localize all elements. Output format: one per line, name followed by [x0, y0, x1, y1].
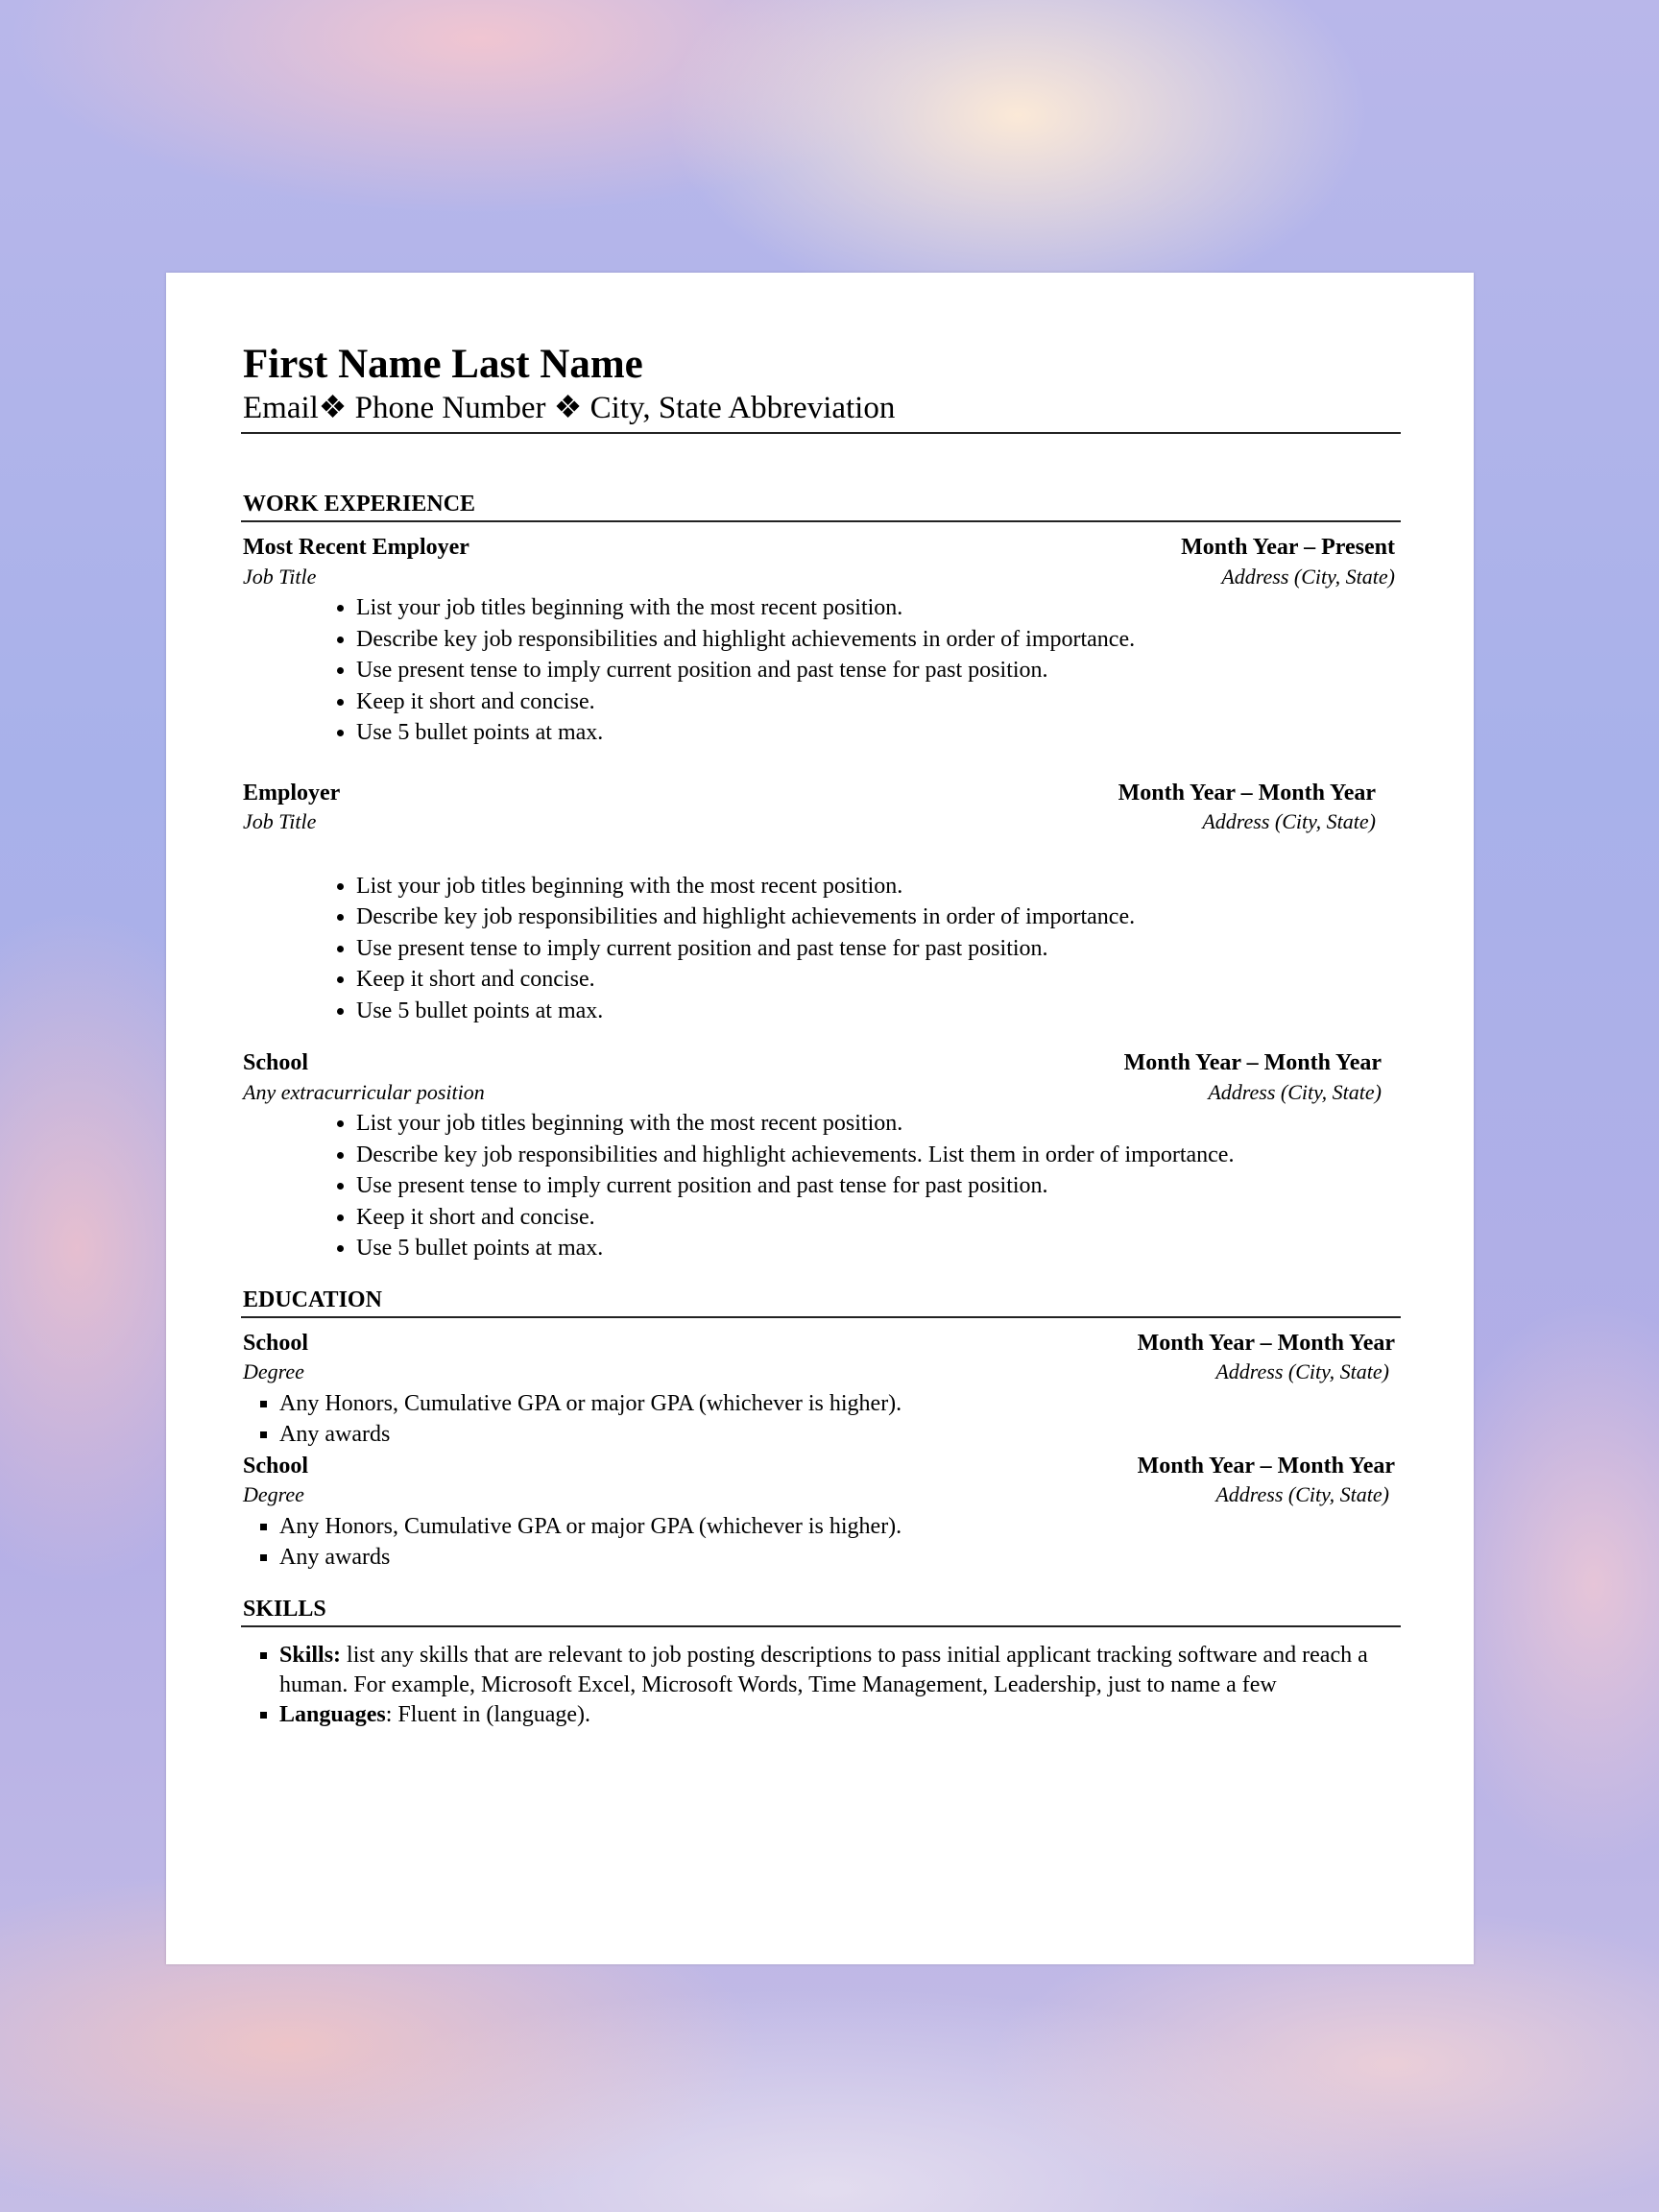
- work-entry-subheader: [241, 806, 1401, 838]
- education-details-list: [241, 1388, 1401, 1451]
- resume-header: [241, 341, 1401, 434]
- languages-label: Languages: [279, 1701, 386, 1727]
- list-item: • List your job titles beginning with the most recent position.: [356, 871, 1401, 902]
- list-item: • Use present tense to imply current position and past tense for past position.: [356, 655, 1401, 686]
- job-location: Address (City, State): [1202, 809, 1376, 833]
- degree: Degree: [243, 1359, 304, 1383]
- skills-section: [241, 1595, 1401, 1730]
- work-entry-subheader: [241, 562, 1401, 593]
- job-location: Address (City, State): [1208, 1079, 1382, 1104]
- list-item: • Use 5 bullet points at max.: [356, 1233, 1401, 1264]
- skills-item: [279, 1641, 1401, 1700]
- list-item: • Keep it short and concise.: [356, 964, 1401, 996]
- work-entry-header: [241, 778, 1401, 809]
- education-dates: Month Year – Month Year: [1137, 1453, 1395, 1479]
- job-title: Job Title: [243, 809, 317, 833]
- education-entry-header: [241, 1328, 1401, 1359]
- list-item: ▪ Any Honors, Cumulative GPA or major GPA (whichever is higher).: [279, 1388, 1401, 1420]
- list-item: • Describe key job responsibilities and highlight achievements. List them in order of importance.: [356, 1140, 1401, 1171]
- candidate-name: First Name Last Name: [243, 342, 643, 387]
- school-name: School: [243, 1330, 309, 1356]
- education-entry-subheader: [241, 1357, 1401, 1388]
- work-entry-header: [241, 532, 1401, 564]
- employer-name: Most Recent Employer: [243, 535, 469, 560]
- job-title: Any extracurricular position: [243, 1079, 485, 1104]
- list-item: • Use present tense to imply current position and past tense for past position.: [356, 1170, 1401, 1202]
- resume-page: [166, 273, 1474, 1964]
- skills-list: [241, 1641, 1401, 1730]
- education-section: [241, 1286, 1401, 1574]
- skills-text: list any skills that are relevant to job posting descriptions to pass initial applicant tracking software and reach a human. For example, Microsoft Excel, Microsoft Words, Time Management, Leadership, just to name a few: [279, 1642, 1368, 1697]
- list-item: • List your job titles beginning with the most recent position.: [356, 1108, 1401, 1140]
- employment-dates: Month Year – Present: [1181, 535, 1395, 560]
- responsibility-list: [241, 1108, 1401, 1264]
- employment-dates: Month Year – Month Year: [1118, 780, 1376, 805]
- section-title-education: EDUCATION: [241, 1286, 1401, 1318]
- education-dates: Month Year – Month Year: [1137, 1330, 1395, 1356]
- resume-content: [241, 341, 1401, 1730]
- list-item: • Keep it short and concise.: [356, 686, 1401, 718]
- work-entry: [241, 532, 1401, 749]
- list-item: ▪ Any Honors, Cumulative GPA or major GPA (whichever is higher).: [279, 1511, 1401, 1543]
- school-location: Address (City, State): [1215, 1359, 1389, 1383]
- list-item: ▪ Any awards: [279, 1419, 1401, 1451]
- contact-line: Email❖ Phone Number ❖ City, State Abbreviation: [241, 389, 1401, 434]
- employer-name: Employer: [243, 780, 341, 805]
- languages-text: : Fluent in (language).: [385, 1701, 590, 1727]
- employment-dates: Month Year – Month Year: [1123, 1050, 1382, 1075]
- languages-item: [279, 1700, 1401, 1730]
- education-entry: [241, 1451, 1401, 1574]
- section-title-work: WORK EXPERIENCE: [241, 490, 1401, 522]
- work-entry: [241, 778, 1401, 1027]
- education-details-list: [241, 1511, 1401, 1574]
- list-item: • Use present tense to imply current position and past tense for past position.: [356, 933, 1401, 965]
- employer-name: School: [243, 1050, 309, 1075]
- job-location: Address (City, State): [1221, 564, 1395, 589]
- list-item: • Describe key job responsibilities and highlight achievements in order of importance.: [356, 902, 1401, 933]
- work-experience-section: [241, 490, 1401, 1264]
- job-title: Job Title: [243, 564, 317, 589]
- section-title-skills: SKILLS: [241, 1595, 1401, 1627]
- list-item: • Use 5 bullet points at max.: [356, 717, 1401, 749]
- education-entry-header: [241, 1451, 1401, 1482]
- responsibility-list: [241, 592, 1401, 749]
- list-item: • Keep it short and concise.: [356, 1202, 1401, 1234]
- work-entry-header: [241, 1047, 1401, 1079]
- list-item: ▪ Any awards: [279, 1542, 1401, 1574]
- list-item: • List your job titles beginning with the most recent position.: [356, 592, 1401, 624]
- work-entry-subheader: [241, 1077, 1401, 1109]
- responsibility-list: [241, 871, 1401, 1027]
- school-location: Address (City, State): [1215, 1482, 1389, 1506]
- list-item: • Use 5 bullet points at max.: [356, 996, 1401, 1027]
- list-item: • Describe key job responsibilities and highlight achievements in order of importance.: [356, 624, 1401, 656]
- school-name: School: [243, 1453, 309, 1479]
- skills-label: Skills:: [279, 1642, 342, 1668]
- degree: Degree: [243, 1482, 304, 1506]
- education-entry-subheader: [241, 1479, 1401, 1511]
- work-entry: [241, 1047, 1401, 1264]
- education-entry: [241, 1328, 1401, 1451]
